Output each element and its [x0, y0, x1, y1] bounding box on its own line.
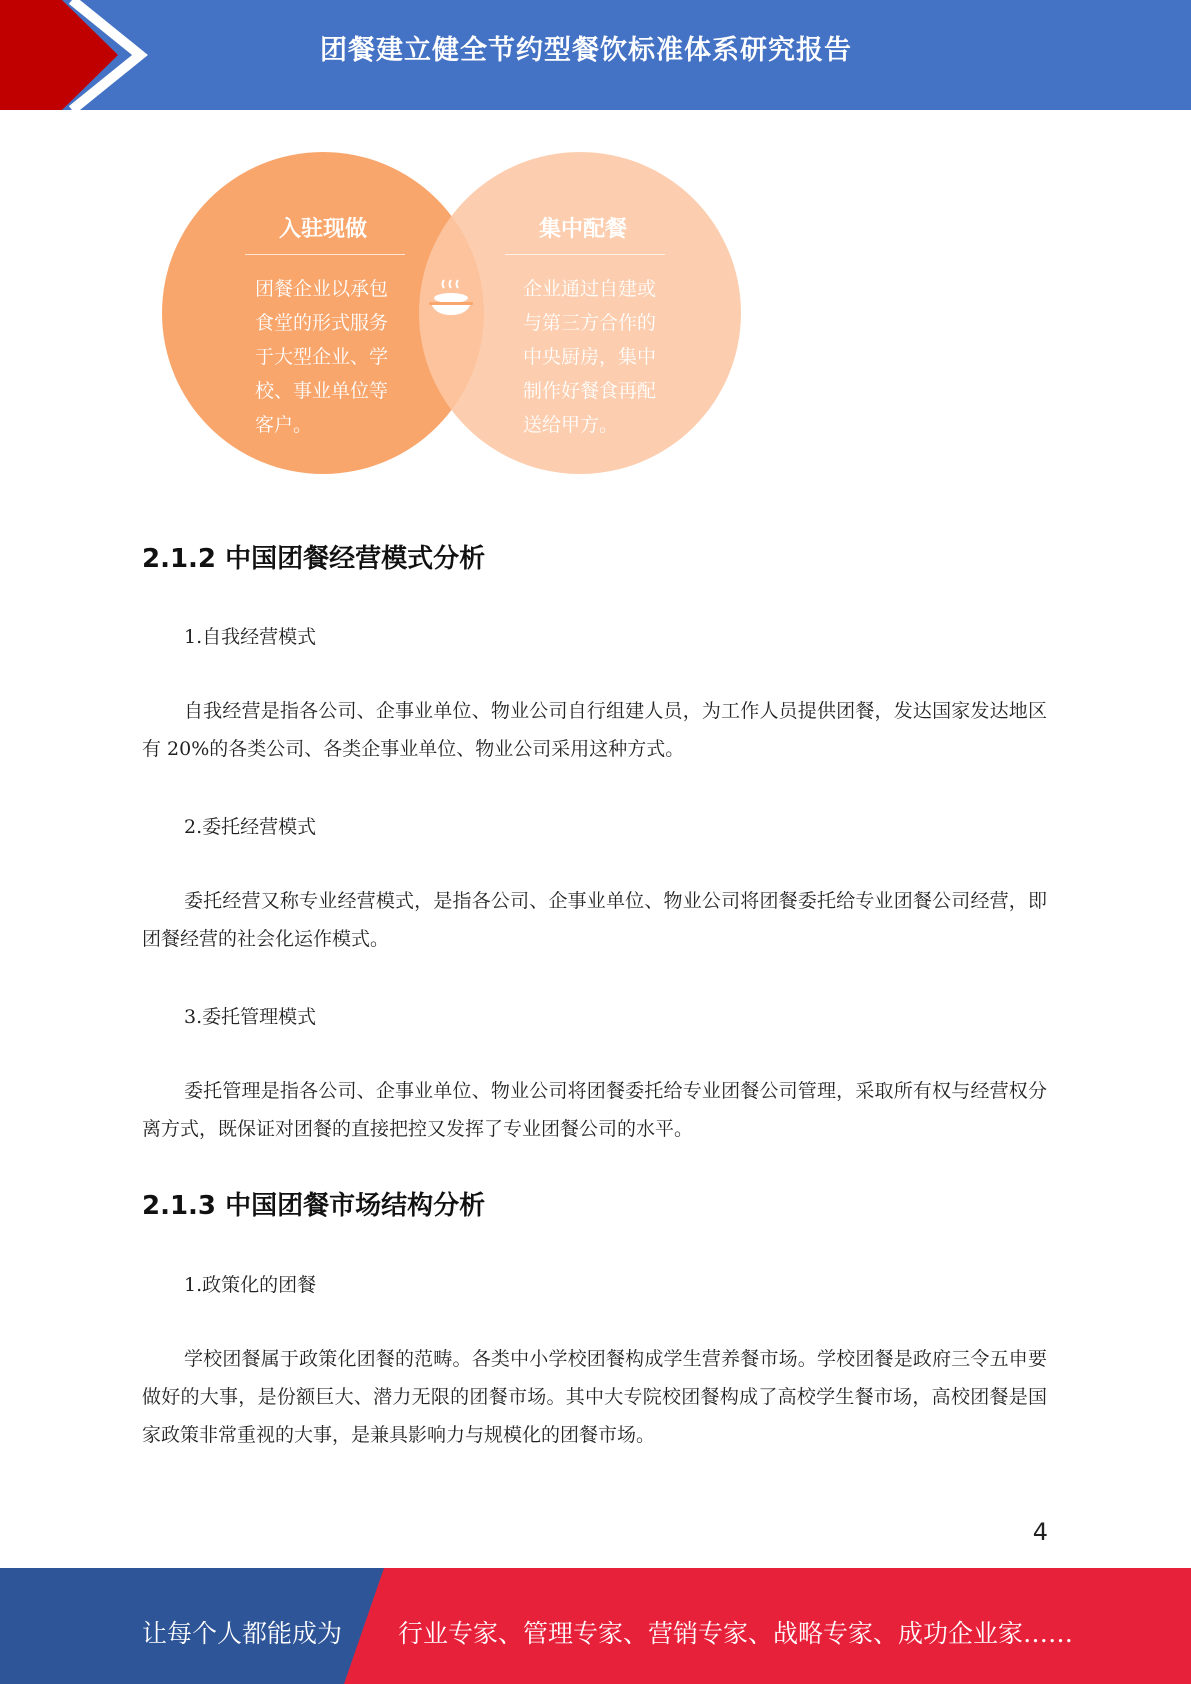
footer-slogan-left: 让每个人都能成为 [142, 1619, 343, 1648]
venn-right-line: 送给甲方。 [523, 414, 619, 436]
venn-left-line: 校、事业单位等 [255, 380, 389, 402]
venn-right-line: 中央厨房，集中 [523, 346, 657, 368]
section-heading-2-1-2: 2.1.2 中国团餐经营模式分析 [142, 544, 486, 574]
venn-left-line: 客户。 [255, 414, 313, 436]
venn-right-line: 制作好餐食再配 [523, 380, 657, 402]
page-header [0, 0, 1191, 110]
venn-right-title: 集中配餐 [538, 217, 627, 242]
venn-left-title: 入驻现做 [278, 217, 367, 242]
venn-right-divider [505, 254, 665, 255]
paragraph-entrusted-management: 委托管理是指各公司、企事业单位、物业公司将团餐委托给专业团餐公司管理，采取所有权与经营权分离方式，既保证对团餐的直接把控又发挥了专业团餐公司的水平。 [142, 1080, 1047, 1140]
venn-right-text [523, 272, 683, 442]
paragraph-entrusted-operation: 委托经营又称专业经营模式，是指各公司、企事业单位、物业公司将团餐委托给专业团餐公司经营，即团餐经营的社会化运作模式。 [142, 890, 1047, 950]
section-heading-2-1-3: 2.1.3 中国团餐市场结构分析 [142, 1191, 486, 1221]
header-arrow-decoration [0, 0, 160, 110]
subheading-entrusted-operation: 2.委托经营模式 [184, 816, 317, 838]
subheading-self-operation: 1.自我经营模式 [184, 626, 317, 648]
paragraph-self-operation: 自我经营是指各公司、企事业单位、物业公司自行组建人员，为工作人员提供团餐，发达国家发达地区有 20%的各类公司、各类企事业单位、物业公司采用这种方式。 [142, 700, 1047, 760]
venn-left-line: 团餐企业以承包 [255, 278, 389, 300]
venn-right-line: 企业通过自建或 [523, 278, 657, 300]
page-number: 4 [1032, 1518, 1048, 1546]
service-mode-venn-diagram [155, 150, 755, 480]
subheading-policy-catering: 1.政策化的团餐 [184, 1274, 317, 1296]
food-bowl-icon [427, 278, 477, 324]
venn-left-divider [245, 254, 405, 255]
paragraph-policy-catering: 学校团餐属于政策化团餐的范畴。各类中小学校团餐构成学生营养餐市场。学校团餐是政府三令五申要做好的大事，是份额巨大、潜力无限的团餐市场。其中大专院校团餐构成了高校学生餐市场，高校团餐是国家政策非常重视的大事，是兼具影响力与规模化的团餐市场。 [142, 1348, 1047, 1446]
page-footer [0, 1568, 1191, 1684]
venn-left-text [255, 272, 415, 442]
document-title: 团餐建立健全节约型餐饮标准体系研究报告 [320, 35, 852, 66]
venn-left-line: 食堂的形式服务 [255, 312, 389, 334]
footer-slogan-right: 行业专家、管理专家、营销专家、战略专家、成功企业家…… [398, 1619, 1074, 1648]
venn-left-line: 于大型企业、学 [255, 346, 389, 368]
venn-right-line: 与第三方合作的 [523, 312, 657, 334]
subheading-entrusted-management: 3.委托管理模式 [184, 1006, 317, 1028]
